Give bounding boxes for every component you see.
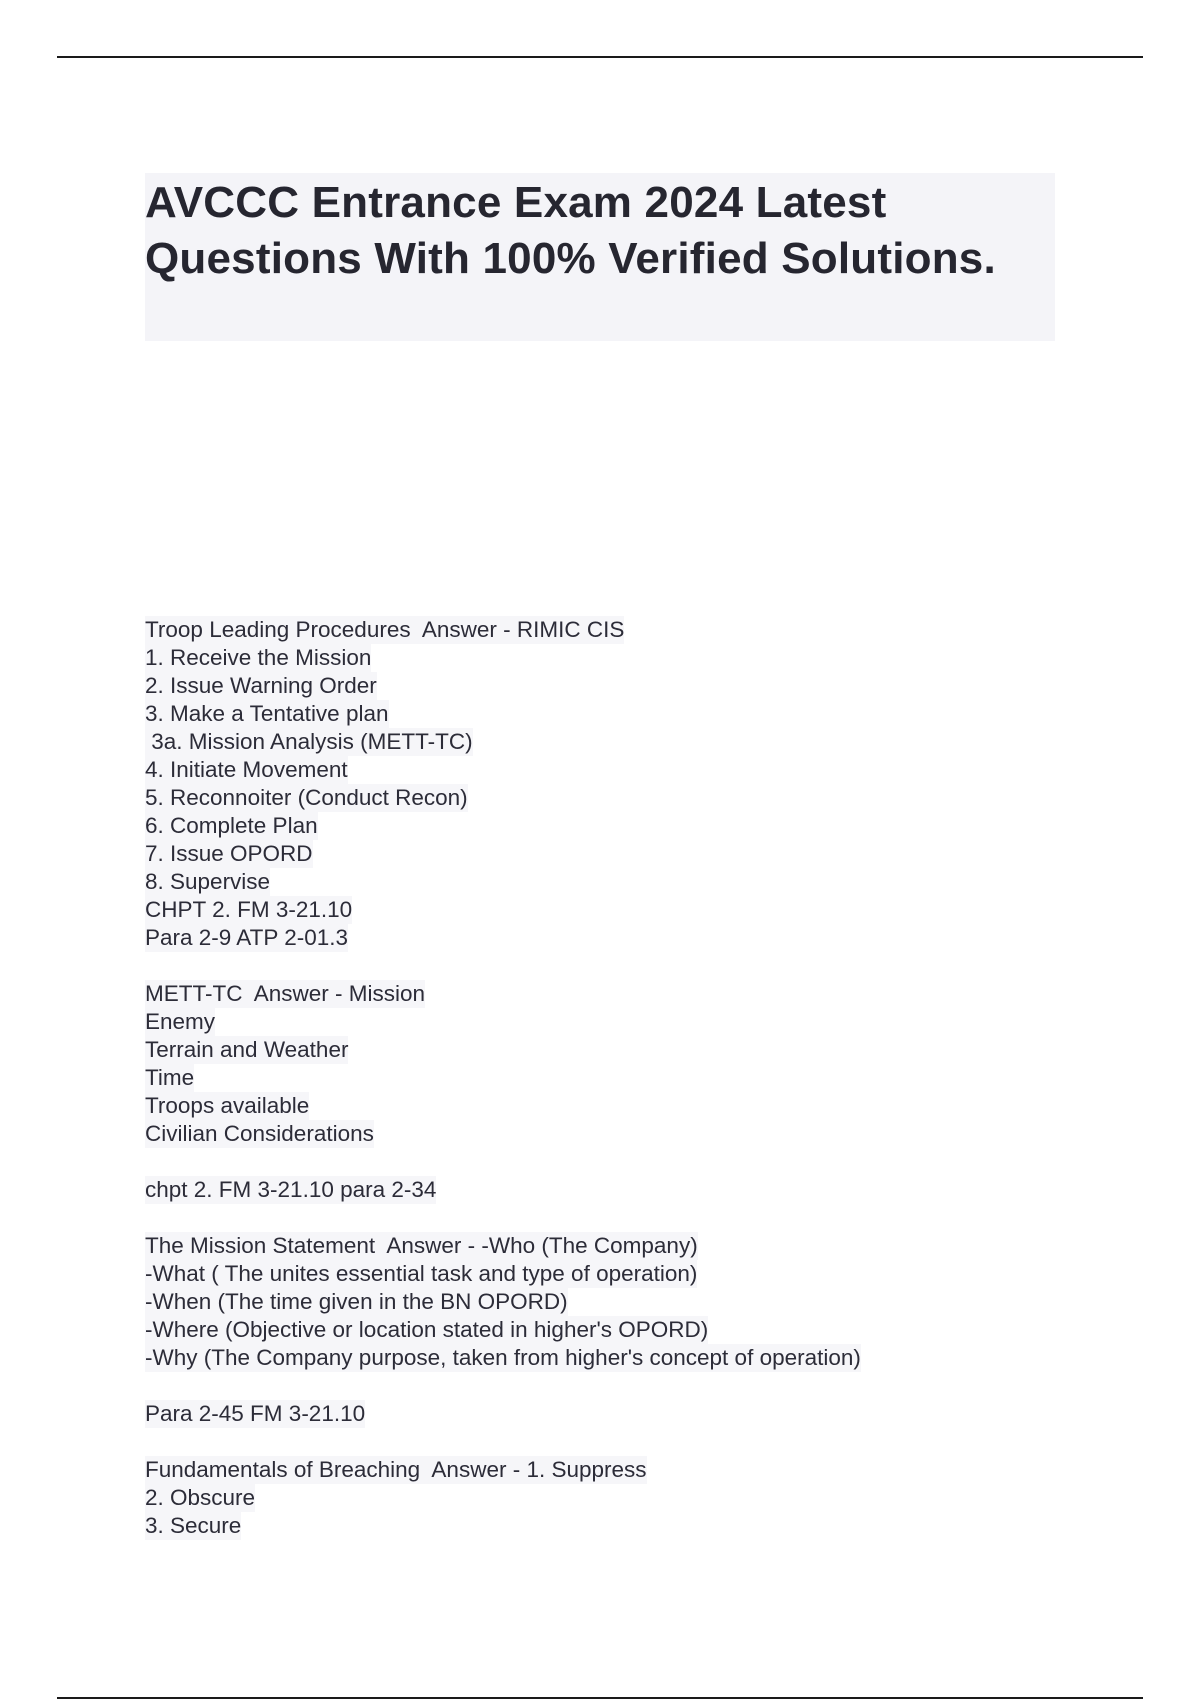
qa-line: Time <box>145 1065 195 1090</box>
top-rule <box>57 56 1143 58</box>
qa-entry-fundamentals-of-breaching <box>145 1456 1145 1540</box>
qa-line: Troop Leading Procedures Answer - RIMIC CIS <box>145 617 625 642</box>
qa-content <box>145 616 1145 1540</box>
qa-line: Terrain and Weather <box>145 1037 349 1062</box>
qa-line: 2. Obscure <box>145 1485 256 1510</box>
qa-line: Civilian Considerations <box>145 1121 374 1146</box>
qa-line: CHPT 2. FM 3-21.10 <box>145 897 353 922</box>
qa-entry-troop-leading-procedures <box>145 616 1145 952</box>
qa-line: Para 2-45 FM 3-21.10 <box>145 1401 366 1426</box>
document-title: AVCCC Entrance Exam 2024 Latest Questions With 100% Verified Solutions. <box>145 178 996 283</box>
qa-line: 7. Issue OPORD <box>145 841 313 866</box>
qa-line: 8. Supervise <box>145 869 271 894</box>
qa-line: 2. Issue Warning Order <box>145 673 377 698</box>
qa-line: -What ( The unites essential task and type of operation) <box>145 1261 698 1286</box>
qa-line: -Why (The Company purpose, taken from higher's concept of operation) <box>145 1345 861 1370</box>
qa-line: 4. Initiate Movement <box>145 757 348 782</box>
qa-line: -When (The time given in the BN OPORD) <box>145 1289 568 1314</box>
qa-entry-mission-statement-reference <box>145 1400 1145 1428</box>
entry-spacer <box>145 1372 1145 1400</box>
qa-entry-mett-tc <box>145 980 1145 1148</box>
qa-line: 1. Receive the Mission <box>145 645 372 670</box>
qa-line: 3. Secure <box>145 1513 242 1538</box>
qa-entry-mission-statement <box>145 1232 1145 1372</box>
qa-line: Para 2-9 ATP 2-01.3 <box>145 925 349 950</box>
qa-line: Enemy <box>145 1009 216 1034</box>
title-block <box>145 173 1055 341</box>
qa-line: 3. Make a Tentative plan <box>145 701 389 726</box>
qa-line: The Mission Statement Answer - -Who (The Company) <box>145 1233 698 1258</box>
qa-line: Fundamentals of Breaching Answer - 1. Suppress <box>145 1457 647 1482</box>
qa-line: 6. Complete Plan <box>145 813 318 838</box>
entry-spacer <box>145 1148 1145 1176</box>
bottom-rule <box>57 1697 1143 1699</box>
qa-line: 5. Reconnoiter (Conduct Recon) <box>145 785 468 810</box>
qa-line: Troops available <box>145 1093 310 1118</box>
qa-line: 3a. Mission Analysis (METT-TC) <box>145 729 473 754</box>
qa-line: -Where (Objective or location stated in higher's OPORD) <box>145 1317 709 1342</box>
qa-entry-mett-tc-reference <box>145 1176 1145 1204</box>
entry-spacer <box>145 1204 1145 1232</box>
entry-spacer <box>145 1428 1145 1456</box>
qa-line: chpt 2. FM 3-21.10 para 2-34 <box>145 1177 437 1202</box>
qa-line: METT-TC Answer - Mission <box>145 981 426 1006</box>
entry-spacer <box>145 952 1145 980</box>
